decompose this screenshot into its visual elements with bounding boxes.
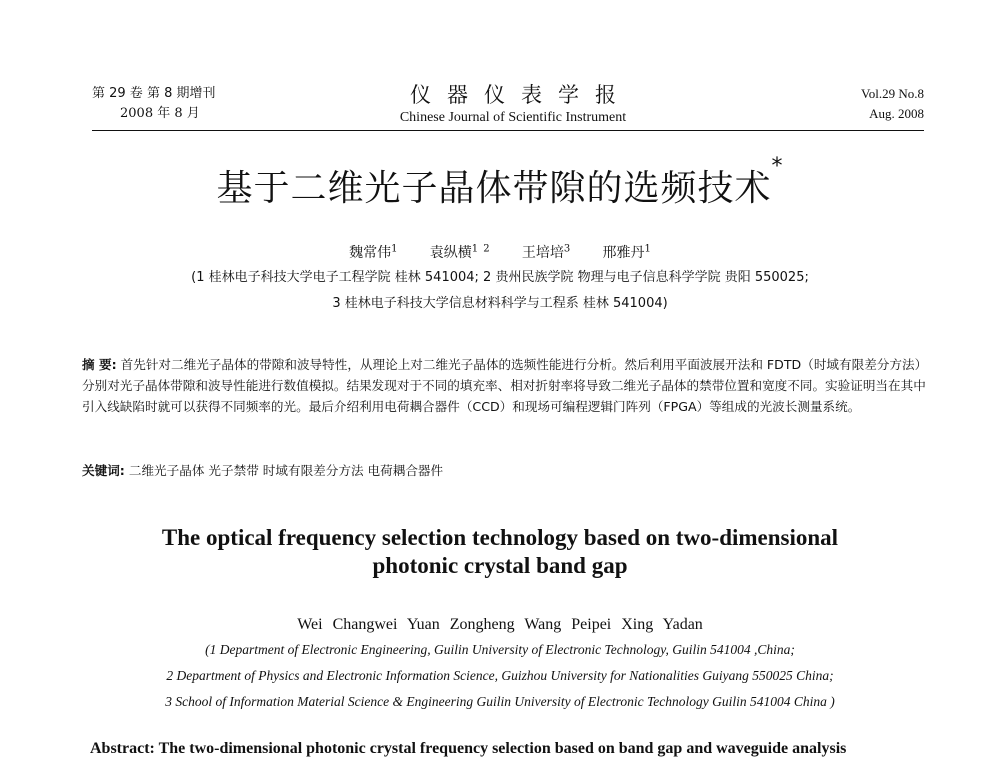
volume-info-en: [861, 84, 924, 124]
date-en: Aug. 2008: [869, 106, 924, 121]
volume-number-en: Vol.29 No.8: [861, 86, 924, 101]
affiliation-en-line2: 2 Department of Physics and Electronic Information Science, Guizhou University for Nationalities Guiyang 550025 China;: [166, 668, 834, 683]
volume-issue: 第 29 卷 第 8 期增刊: [92, 86, 216, 101]
author-cn: 魏常伟$^1$: [349, 243, 398, 261]
paper-title-cn: [0, 154, 1000, 211]
journal-header: [92, 84, 924, 130]
journal-name-cn: 仪器仪表学报: [410, 83, 632, 107]
authors-en: Wei Changwei Yuan Zongheng Wang Peipei Xing Yadan: [297, 616, 703, 633]
journal-name: [368, 84, 658, 128]
keywords-cn-label: 关键词:: [82, 463, 125, 478]
abstract-cn: [82, 354, 932, 417]
affiliation-cn-line2: 3 桂林电子科技大学信息材料科学与工程系 桂林 541004): [332, 296, 668, 311]
keywords-cn: [82, 460, 932, 479]
authors-cn: [0, 242, 1000, 262]
affiliation-en-line1: (1 Department of Electronic Engineering, Guilin University of Electronic Technology, Guilin 541004 ,China;: [205, 642, 795, 657]
abstract-cn-text: 首先针对二维光子晶体的带隙和波导特性，从理论上对二维光子晶体的选频性能进行分析。然后利用平面波展开法和 FDTD（时域有限差分方法）分别对光子晶体带隙和波导性能进行数值模拟。结果发现对于不同的填充率、相对折射率将导致二维光子晶体的禁带位置和宽度不同。实验证明当在其中引入线缺陷时就可以获得不同频率的光。最后介绍利用电荷耦合器件（CCD）和现场可编程逻辑门阵列（FPGA）等组成的光波长测量系统。: [82, 357, 928, 414]
issue-date: 2008 年 8 月: [120, 106, 200, 121]
affiliation-en-line3: 3 School of Information Material Science & Engineering Guilin University of Electronic Technology Guilin 541004 China ): [165, 694, 835, 709]
header-rule: [92, 130, 924, 131]
author-cn: 邢雅丹$^1$: [602, 243, 651, 261]
title-cn-text: 基于二维光子晶体带隙的选频技术: [216, 168, 772, 209]
abstract-cn-label: 摘 要:: [82, 357, 117, 372]
affiliation-cn-line1: (1 桂林电子科技大学电子工程学院 桂林 541004; 2 贵州民族学院 物理与电子信息科学学院 贵阳 550025;: [191, 270, 809, 285]
paper-title-en: [0, 524, 1000, 580]
journal-name-en: Chinese Journal of Scientific Instrument: [399, 110, 627, 125]
author-cn: 袁纵横$^{1 2}$: [429, 243, 490, 261]
title-en-line2: photonic crystal band gap: [372, 553, 628, 578]
issue-info: [92, 84, 215, 124]
title-footnote-mark: *: [771, 154, 784, 179]
title-en-line1: The optical frequency selection technology based on two-dimensional: [161, 525, 839, 550]
keywords-cn-text: 二维光子晶体 光子禁带 时域有限差分方法 电荷耦合器件: [128, 463, 444, 478]
author-cn: 王培培$^3$: [521, 243, 571, 261]
abstract-en-partial: Abstract: The two-dimensional photonic crystal frequency selection based on band gap and waveguide analysis: [90, 740, 847, 757]
